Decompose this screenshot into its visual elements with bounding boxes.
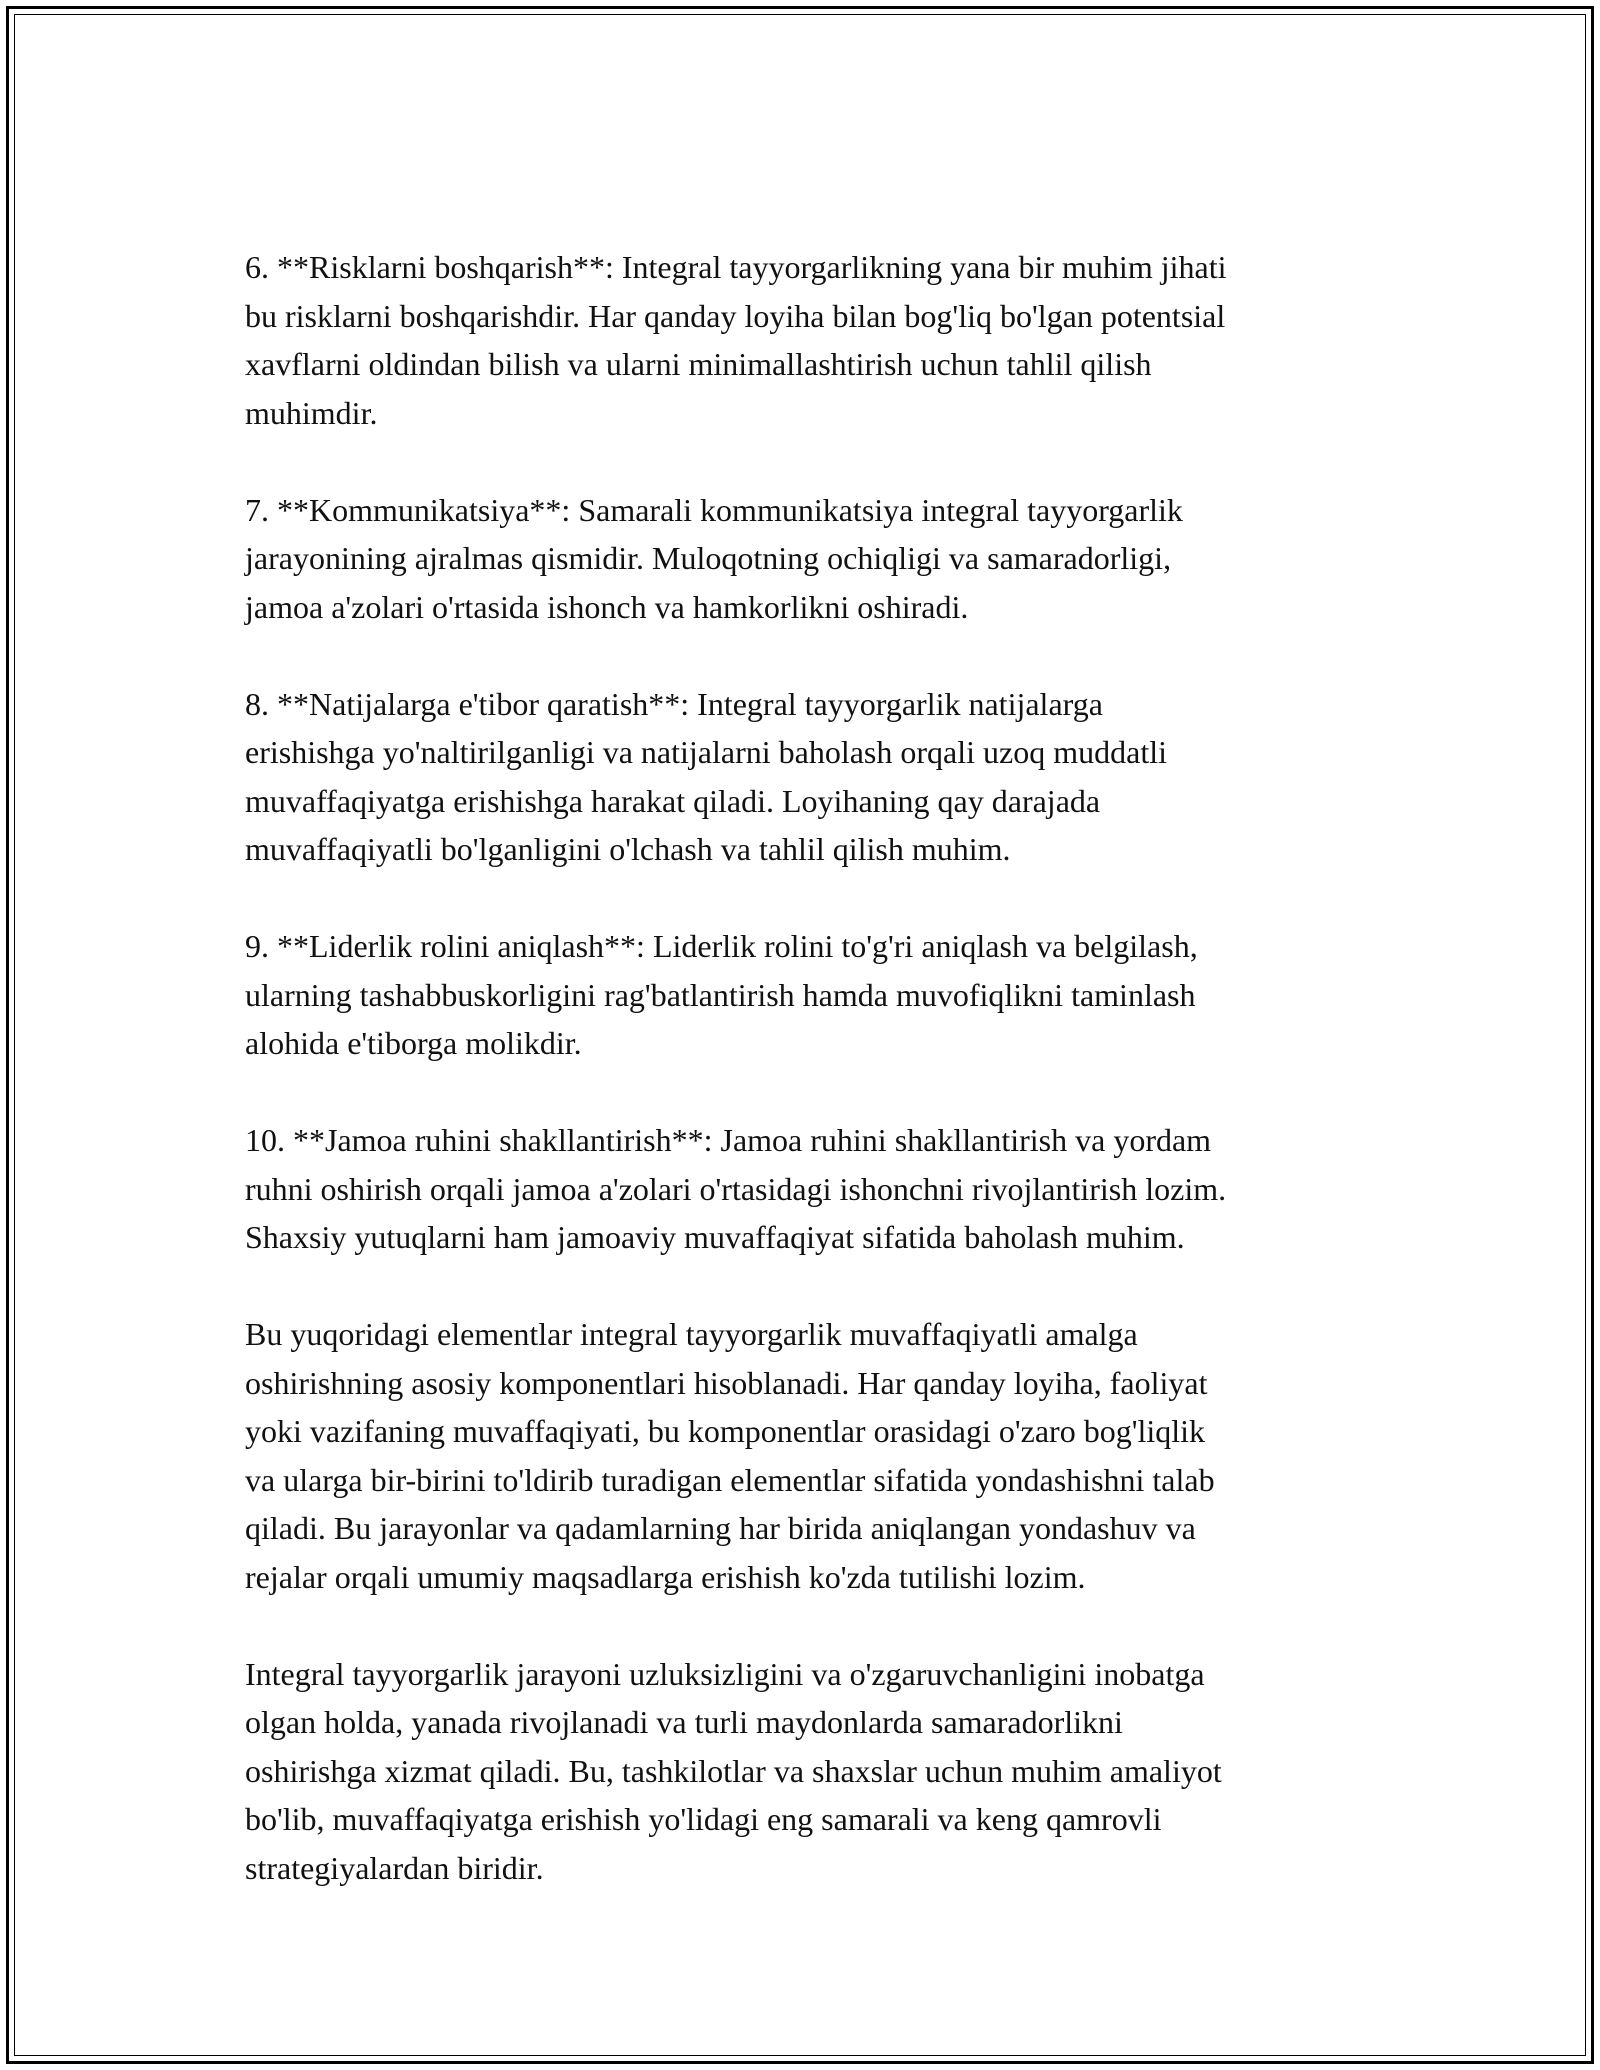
text-line: ularning tashabbuskorligini rag'batlantirish hamda muvofiqlikni taminlash <box>245 976 1196 1013</box>
text-line: va ularga bir-birini to'ldirib turadigan elementlar sifatida yondashishni talab <box>245 1461 1215 1498</box>
text-line: alohida e'tiborga molikdir. <box>245 1025 582 1061</box>
paragraph-communication <box>245 486 1390 632</box>
text-line: 6. **Risklarni boshqarish**: Integral tayyorgarlikning yana bir muhim jihati <box>245 249 1227 285</box>
text-line: strategiyalardan biridir. <box>245 1849 544 1886</box>
text-line: Bu yuqoridagi elementlar integral tayyorgarlik muvaffaqiyatli amalga <box>245 1316 1138 1352</box>
text-line: jarayonining ajralmas qismidir. Muloqotning ochiqligi va samaradorligi, <box>245 540 1172 576</box>
text-line: olgan holda, yanada rivojlanadi va turli maydonlarda samaradorlikni <box>245 1704 1123 1740</box>
text-line: rejalar orqali umumiy maqsadlarga erishish ko'zda tutilishi lozim. <box>245 1558 1086 1595</box>
text-line: oshirishning asosiy komponentlari hisoblanadi. Har qanday loyiha, faoliyat <box>245 1364 1208 1401</box>
text-line: 8. **Natijalarga e'tibor qaratish**: Integral tayyorgarlik natijalarga <box>245 685 1103 722</box>
text-line: qiladi. Bu jarayonlar va qadamlarning har birida aniqlangan yondashuv va <box>245 1510 1196 1546</box>
paragraph-conclusion <box>245 1650 1390 1893</box>
text-line: oshirishga xizmat qiladi. Bu, tashkilotlar va shaxslar uchun muhim amaliyot <box>245 1752 1222 1789</box>
text-line: yoki vazifaning muvaffaqiyati, bu komponentlar orasidagi o'zaro bog'liqlik <box>245 1413 1206 1449</box>
text-line: 9. **Liderlik rolini aniqlash**: Liderlik rolini to'g'ri aniqlash va belgilash, <box>245 928 1198 964</box>
document-body <box>245 243 1390 1892</box>
paragraph-team-spirit <box>245 1116 1390 1262</box>
text-line: 7. **Kommunikatsiya**: Samarali kommunikatsiya integral tayyorgarlik <box>245 491 1183 528</box>
text-line: erishishga yo'naltirilganligi va natijalarni baholash orqali uzoq muddatli <box>245 734 1167 770</box>
text-line: Integral tayyorgarlik jarayoni uzluksizligini va o'zgaruvchanligini inobatga <box>245 1655 1205 1692</box>
text-line: 10. **Jamoa ruhini shakllantirish**: Jamoa ruhini shakllantirish va yordam <box>245 1122 1212 1158</box>
text-line: bo'lib, muvaffaqiyatga erishish yo'lidagi eng samarali va keng qamrovli <box>245 1801 1162 1837</box>
paragraph-results-focus <box>245 680 1390 874</box>
text-line: muvaffaqiyatli bo'lganligini o'lchash va tahlil qilish muhim. <box>245 831 1011 867</box>
paragraph-risk-management <box>245 243 1390 437</box>
text-line: muvaffaqiyatga erishishga harakat qiladi. Loyihaning qay darajada <box>245 782 1101 819</box>
paragraph-leadership-role <box>245 922 1390 1068</box>
text-line: bu risklarni boshqarishdir. Har qanday loyiha bilan bog'liq bo'lgan potentsial <box>245 297 1226 334</box>
text-line: muhimdir. <box>245 394 378 431</box>
text-line: jamoa a'zolari o'rtasida ishonch va hamkorlikni oshiradi. <box>245 588 969 625</box>
page-frame <box>6 6 1594 2064</box>
text-line: ruhni oshirish orqali jamoa a'zolari o'rtasidagi ishonchni rivojlantirish lozim. <box>245 1170 1227 1207</box>
paragraph-summary <box>245 1310 1390 1601</box>
text-line: Shaxsiy yutuqlarni ham jamoaviy muvaffaqiyat sifatida baholash muhim. <box>245 1219 1185 1255</box>
text-line: xavflarni oldindan bilish va ularni minimallashtirish uchun tahlil qilish <box>245 346 1152 382</box>
